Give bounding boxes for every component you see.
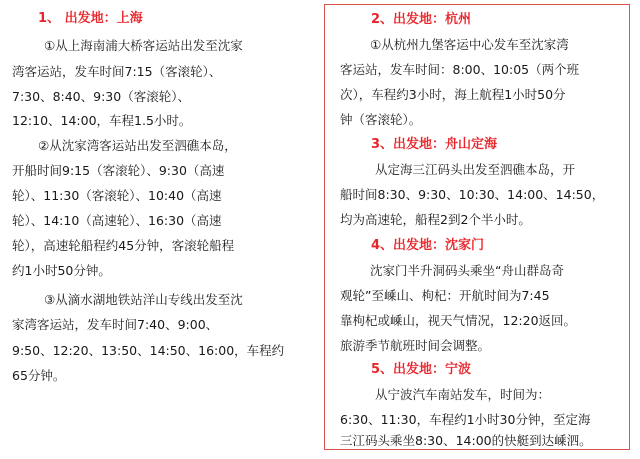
text-line: 观轮”至嵊山、枸杞：开航时间为7:45	[340, 288, 550, 303]
text-line: 6:30、11:30，车程约1小时30分钟，至定海	[340, 412, 591, 427]
heading-hangzhou: 2、出发地：杭州	[371, 12, 472, 27]
text-line: 从定海三江码头出发至泗礁本岛，开	[375, 162, 576, 177]
text-line: 65分钟。	[12, 368, 66, 383]
text-line: 12:10、14:00，车程1.5小时。	[12, 113, 192, 128]
heading-dinghai: 3、出发地：舟山定海	[371, 137, 498, 152]
text-line: 约1小时50分钟。	[12, 263, 111, 278]
text-line: 客运站，发车时间：8:00、10:05（两个班	[340, 62, 580, 77]
text-line: 沈家门半升洞码头乘坐“舟山群岛奇	[370, 263, 564, 278]
text-line: 船时间8:30、9:30、10:30、14:00、14:50，	[340, 187, 605, 202]
text-line: 轮）、14:10（高速轮）、16:30（高速	[12, 213, 222, 228]
text-line: ①从杭州九堡客运中心发车至沈家湾	[370, 37, 569, 52]
left-column	[0, 0, 318, 459]
text-line: 9:50、12:20、13:50、14:50、16:00，车程约	[12, 343, 285, 358]
right-column-box	[324, 4, 630, 450]
heading-ningbo: 5、出发地：宁波	[371, 362, 472, 377]
text-line: ①从上海南浦大桥客运站出发至沈家	[44, 38, 243, 53]
text-line: 湾客运站，发车时间7:15（客滚轮）、	[12, 64, 222, 79]
heading-shanghai: 1、 出发地：上海	[38, 11, 143, 26]
text-line: 从宁波汽车南站发车，时间为：	[375, 387, 551, 402]
text-line: 三江码头乘坐8:30、14:00的快艇到达嵊泗。	[340, 433, 592, 448]
text-line: 家湾客运站，发车时间7:40、9:00、	[12, 317, 219, 332]
text-line: 靠枸杞或嵊山，视天气情况，12:20返回。	[340, 313, 577, 328]
text-line: 钟（客滚轮）。	[340, 112, 422, 127]
text-line: 均为高速轮，船程2到2个半小时。	[340, 212, 531, 227]
text-line: 轮）、11:30（客滚轮）、10:40（高速	[12, 188, 222, 203]
text-line: ③从滴水湖地铁站洋山专线出发至沈	[44, 292, 243, 307]
text-line: 7:30、8:40、9:30（客滚轮）、	[12, 89, 190, 104]
text-line: 旅游季节航班时间会调整。	[340, 338, 491, 353]
text-line: 次），车程约3小时，海上航程1小时50分	[340, 87, 566, 102]
heading-shenjiamen: 4、出发地：沈家门	[371, 238, 485, 253]
text-line: ②从沈家湾客运站出发至泗礁本岛，	[38, 138, 237, 153]
text-line: 轮），高速轮船程约45分钟，客滚轮船程	[12, 238, 235, 253]
text-line: 开船时间9:15（客滚轮）、9:30（高速	[12, 163, 225, 178]
